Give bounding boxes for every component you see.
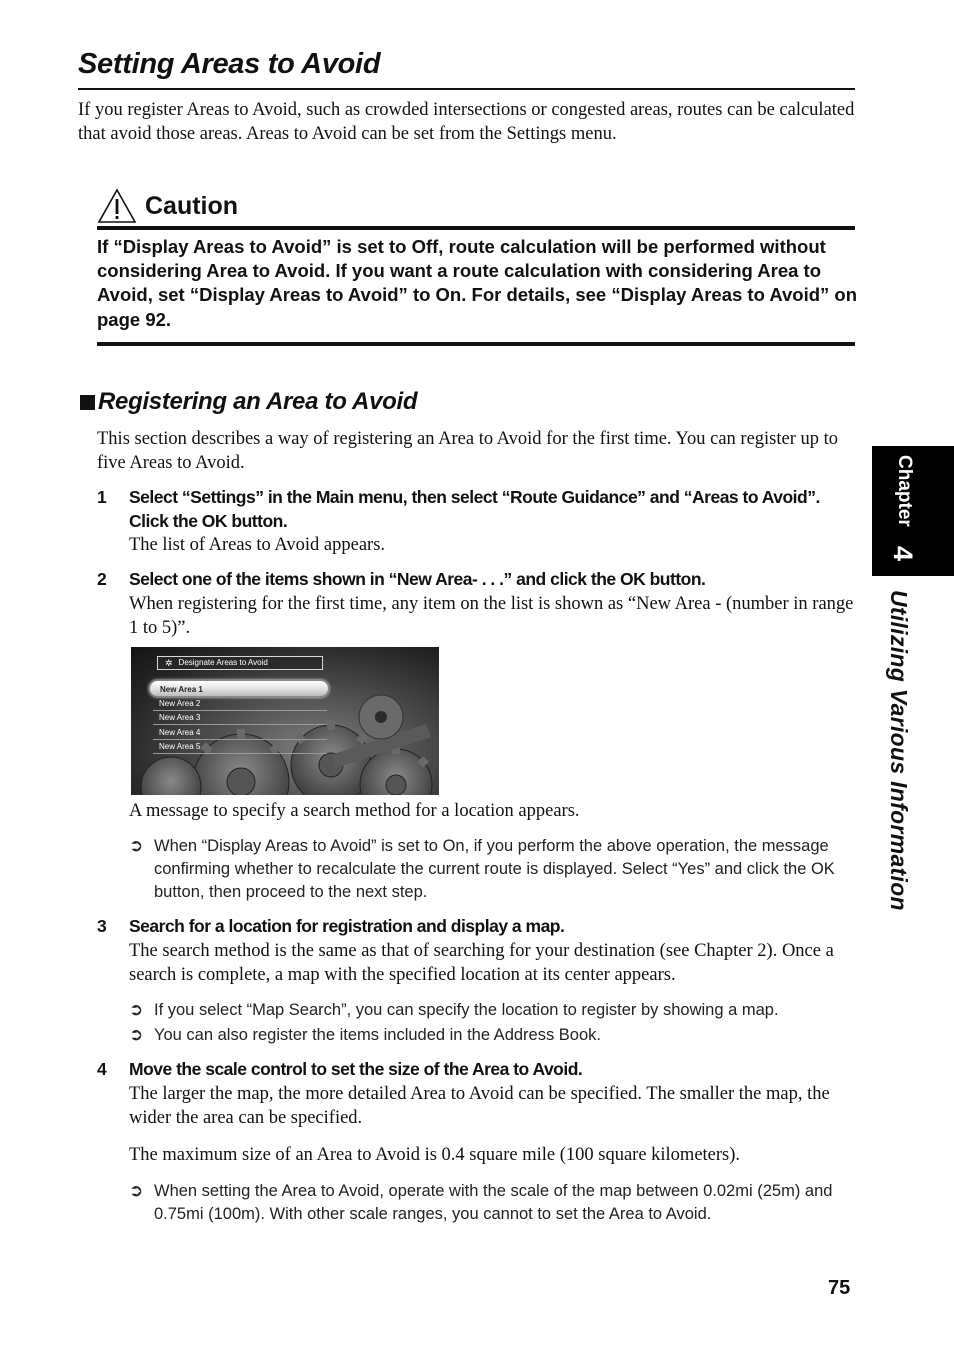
list-item-new-area-1[interactable]: New Area 1 [149,680,329,697]
list-item-new-area-5[interactable]: New Area 5 [153,740,327,754]
bullet-square-icon [80,395,95,410]
note-text: You can also register the items included in the Address Book. [154,1026,601,1044]
caution-rule-top [97,226,855,230]
caution-header [97,186,238,226]
list-item-new-area-3[interactable]: New Area 3 [153,711,327,725]
step-description: The search method is the same as that of searching for your destination (see Chapter 2). Once a search is complete, a map with the specified location at its center appears. [129,940,834,985]
note-step3a [129,999,859,1022]
note-text: When setting the Area to Avoid, operate with the scale of the map between 0.02mi (25m) and 0.75mi (100m). With other scale ranges, you cannot to set the Area to Avoid. [154,1182,833,1223]
max-size-text: The maximum size of an Area to Avoid is 0.4 square mile (100 square kilometers). [129,1145,741,1165]
note-arrow-icon: ➲ [129,1000,144,1019]
list-item-new-area-4[interactable]: New Area 4 [153,726,327,740]
screen-title-bar [157,656,323,670]
step-heading: Search for a location for registration and display a map. [129,916,565,936]
section-heading [80,388,417,416]
note-arrow-icon: ➲ [129,1025,144,1044]
areas-to-avoid-screenshot [131,647,439,795]
step-number: 3 [97,916,107,936]
chapter-label: Chapter [894,455,915,527]
page-number: 75 [828,1277,851,1299]
warning-triangle-icon [97,188,137,224]
note-arrow-icon: ➲ [129,836,144,855]
page-title: Setting Areas to Avoid [78,48,381,80]
chapter-number: 4 [888,546,918,562]
step-description: The larger the map, the more detailed Area to Avoid can be specified. The smaller the map, the wider the area can be specified. [129,1083,830,1128]
step-description: The list of Areas to Avoid appears. [129,535,386,555]
note-text: If you select “Map Search”, you can specify the location to register by showing a map. [154,1001,779,1019]
note-text: When “Display Areas to Avoid” is set to On, if you perform the above operation, the message confirming whether to recalculate the current route is displayed. Select “Yes” and click the OK button, then proceed to the next step. [154,837,835,901]
wrench-icon: ✲ [165,658,173,668]
after-screen-text: A message to specify a search method for a location appears. [129,801,580,821]
step-1 [97,486,857,557]
step-number: 1 [97,487,107,507]
step-heading: Select “Settings” in the Main menu, then select “Route Guidance” and “Areas to Avoid”. Click the OK button. [129,487,820,531]
step-heading: Move the scale control to set the size of the Area to Avoid. [129,1059,583,1079]
note-step3b [129,1024,859,1047]
step-heading: Select one of the items shown in “New Area- . . .” and click the OK button. [129,569,706,589]
section-intro: This section describes a way of registering an Area to Avoid for the first time. You can register up to five Areas to Avoid. [97,429,839,473]
caution-text: If “Display Areas to Avoid” is set to Off, route calculation will be performed without considering Area to Avoid. If you want a route calculation with considering Area to Avoid, set “Display Areas to Avoid” to On. For details, see “Display Areas to Avoid” on page 92. [97,236,858,330]
step-number: 4 [97,1059,107,1079]
list-item-new-area-2[interactable]: New Area 2 [153,697,327,711]
caution-title: Caution [145,191,239,220]
screen-title: Designate Areas to Avoid [178,658,268,667]
note-step2 [129,835,859,903]
step-description: When registering for the first time, any item on the list is shown as “New Area - (number in range 1 to 5)”. [129,593,854,638]
step-number: 2 [97,569,107,589]
intro-paragraph: If you register Areas to Avoid, such as crowded intersections or congested areas, routes can be calculated that avoid those areas. Areas to Avoid can be set from the Settings menu. [78,100,855,144]
note-step4 [129,1180,859,1226]
step-4 [97,1058,857,1130]
title-rule [78,88,855,90]
caution-rule-bottom [97,342,855,346]
step-2 [97,568,857,640]
step-3 [97,915,857,987]
chapter-subject: Utilizing Various Information [886,590,912,911]
section-heading-text: Registering an Area to Avoid [98,388,418,415]
note-arrow-icon: ➲ [129,1181,144,1200]
